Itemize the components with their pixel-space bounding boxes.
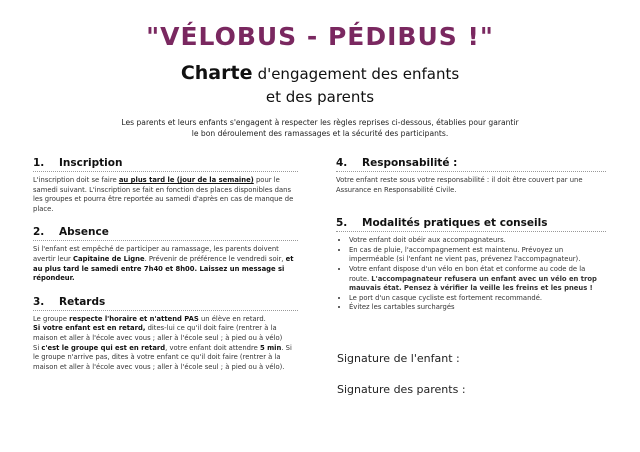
section-heading: Inscription: [59, 157, 123, 169]
section-number: 2.: [33, 226, 45, 239]
left-column: [33, 157, 298, 372]
list-item: • Le port d'un casque cycliste est fortement recommandé.: [349, 294, 606, 304]
section-number: 3.: [33, 295, 45, 308]
text-run: L'accompagnateur refusera un enfant avec un vélo en trop mauvais état. Pensez à vérifier la veille les freins et les pneus !: [349, 274, 597, 293]
retards-text: [33, 315, 298, 373]
text-run: Le groupe: [33, 314, 67, 323]
text-run: Si votre enfant est en retard,: [33, 324, 146, 333]
absence-text: [33, 245, 298, 283]
deadline-text: et au plus tard le samedi entre 7h40 et 8h00. Laissez un message si répondeur.: [33, 254, 294, 283]
responsabilite-text: Votre enfant reste sous votre responsabilité : il doit être couvert par une Assurance en Responsabilité Civile.: [336, 176, 583, 194]
text-run: L'inscription doit se faire: [33, 176, 117, 184]
subtitle-line-2: et des parents: [265, 88, 375, 106]
section-number: 4.: [336, 157, 348, 169]
section-title-absence: [33, 226, 298, 241]
subtitle-rest: d'engagement des enfants: [257, 65, 460, 83]
text-run: un élève en retard.: [200, 314, 266, 323]
text-run: Si: [33, 343, 40, 352]
list-item: • En cas de pluie, l'accompagnement est maintenu. Prévoyez un imperméable (si l'enfant ne vient pas, prévenez l'accompagnateur).: [349, 246, 606, 265]
text-run: Votre enfant dispose d'un vélo en bon état et conforme au code de la route.: [349, 264, 586, 283]
text-run: dites-lui ce qu'il doit faire (rentrer à la maison et aller à l'école avec vous ; aller à l'école seul ; à pied ou à vélo): [33, 324, 283, 342]
list-item: • Votre enfant doit obéir aux accompagnateurs.: [349, 236, 606, 246]
intro-paragraph: Les parents et leurs enfants s'engagent à respecter les règles reprises ci-dessous, établies pour garantir le bon déroulement des ramassages et la sécurité des participants.: [121, 118, 519, 138]
section-title-modalites: [336, 217, 606, 232]
modalites-list: [336, 236, 606, 313]
signature-child-label: Signature de l'enfant :: [337, 352, 460, 365]
list-item: [349, 265, 606, 294]
subtitle-line-1: [0, 62, 640, 86]
text-run: respecte l'horaire et n'attend PAS: [69, 314, 199, 323]
text-run: , votre enfant doit attendre: [165, 343, 258, 352]
section-title-responsabilite: [336, 157, 606, 172]
section-heading: Retards: [59, 295, 106, 308]
inscription-text: [33, 176, 298, 214]
text-run: c'est le groupe qui est en retard: [41, 343, 166, 352]
deadline-text: au plus tard le (jour de la semaine): [118, 176, 254, 184]
section-number: 1.: [33, 157, 45, 169]
section-heading: Absence: [59, 226, 109, 239]
text-run: 5 min: [259, 343, 282, 352]
section-heading: Modalités pratiques et conseils: [362, 217, 548, 230]
text-run: . Prévenir de préférence le vendredi soir,: [144, 254, 284, 263]
text-run: . Si le groupe n'arrive pas, dites à votre enfant ce qu'il doit faire (rentrer à la maison et aller à l'école avec vous ; aller à l'école seul ; à pied ou à vélo).: [33, 343, 292, 371]
section-number: 5.: [336, 217, 348, 230]
text-run: Si l'enfant est empêché de participer au ramassage, les parents doivent avertir leur: [33, 245, 279, 263]
text-run: pour le samedi suivant. L'inscription se fait en fonction des places disponibles dans les groupes et pourra être reportée au samedi d'après en cas de manque de place.: [33, 176, 294, 213]
section-title-inscription: [33, 157, 298, 172]
section-heading: Responsabilité :: [362, 157, 458, 169]
charte-word: Charte: [180, 62, 253, 84]
capitaine-text: Capitaine de Ligne: [73, 254, 145, 263]
right-column: [336, 157, 606, 313]
list-item: • Évitez les cartables surchargés: [349, 303, 606, 313]
section-title-retards: [33, 296, 298, 311]
subtitle: [0, 62, 640, 109]
document-title: "VÉLOBUS - PÉDIBUS !": [146, 22, 494, 51]
signature-parents-label: Signature des parents :: [337, 383, 466, 396]
